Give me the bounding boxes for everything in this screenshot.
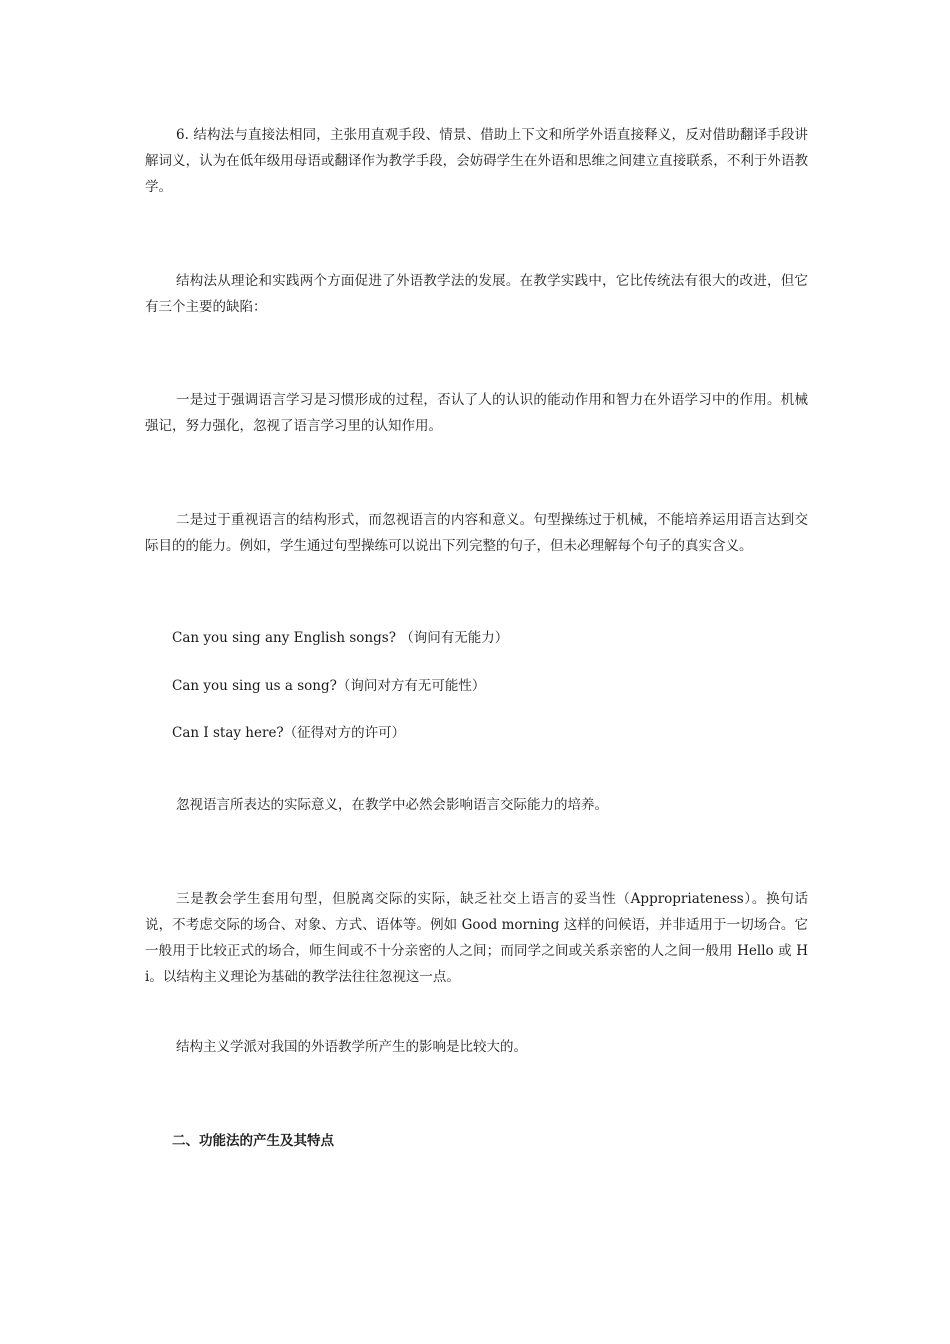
example-sentence-3: Can I stay here?（征得对方的许可） <box>172 725 406 741</box>
paragraph-defect-3: 三是教会学生套用句型，但脱离交际的实际，缺乏社交上语言的妥当性（Appropriateness）。换句话说，不考虑交际的场合、对象、方式、语体等。例如 Good morning 这样的问候语，并非适用于一切场合。它一般用于比较正式的场合，师生间或不十分亲密的人之间；而同学之间或关系亲密的人之间一般用 Hello 或 Hi。以结构主义理论为基础的教学法往往忽视这一点。 <box>145 891 808 985</box>
example-sentence-2: Can you sing us a song?（询问对方有无可能性） <box>172 678 486 694</box>
paragraph-influence: 结构主义学派对我国的外语教学所产生的影响是比较大的。 <box>176 1039 527 1055</box>
section-heading: 二、功能法的产生及其特点 <box>172 1133 334 1149</box>
paragraph-defect-1: 一是过于强调语言学习是习惯形成的过程，否认了人的认识的能动作用和智力在外语学习中的作用。机械强记，努力强化，忽视了语言学习里的认知作用。 <box>145 392 808 434</box>
example-sentence-1: Can you sing any English songs? （询问有无能力） <box>172 630 509 646</box>
paragraph-defect-2: 二是过于重视语言的结构形式，而忽视语言的内容和意义。句型操练过于机械，不能培养运用语言达到交际目的的能力。例如，学生通过句型操练可以说出下列完整的句子，但未必理解每个句子的真实含义。 <box>145 512 808 554</box>
paragraph-ignore-meaning: 忽视语言所表达的实际意义，在教学中必然会影响语言交际能力的培养。 <box>176 797 608 813</box>
paragraph-point-6: 6. 结构法与直接法相同，主张用直观手段、情景、借助上下文和所学外语直接释义，反对借助翻译手段讲解词义，认为在低年级用母语或翻译作为教学手段，会妨碍学生在外语和思维之间建立直接联系，不利于外语教学。 <box>145 127 808 195</box>
paragraph-summary: 结构法从理论和实践两个方面促进了外语教学法的发展。在教学实践中，它比传统法有很大的改进，但它有三个主要的缺陷： <box>145 273 808 315</box>
